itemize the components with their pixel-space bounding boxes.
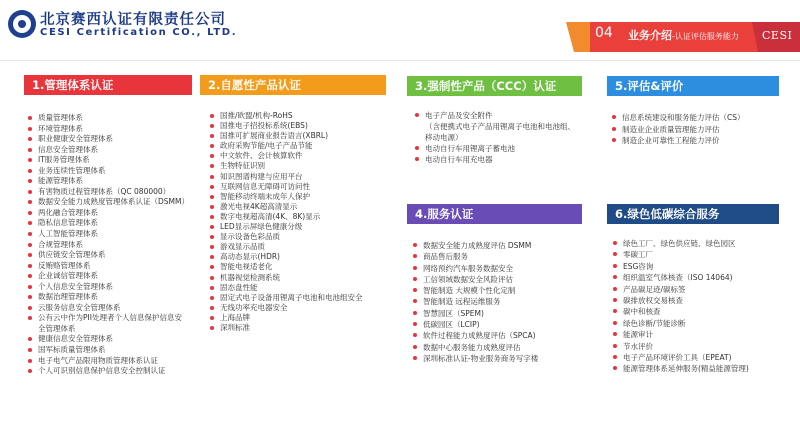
list-item: 电动自行车用充电器	[413, 154, 575, 165]
voluntary-section-title: 2.自愿性产品认证	[200, 75, 386, 95]
list-item: 数字电视超高清(4K、8K)显示	[208, 212, 363, 222]
list-item: 工信领域数据安全风险评估	[411, 274, 538, 285]
list-item: 深圳标准认证-物业服务商务写字楼	[411, 353, 538, 364]
list-item: 低碳园区（LCIP)	[411, 319, 538, 330]
list-item: 深圳标准	[208, 323, 363, 333]
list-item: 碳排放权交易核查	[611, 295, 749, 306]
list-item: 零碳工厂	[611, 249, 749, 260]
list-item: 供应链安全管理体系	[26, 250, 189, 261]
list-item: 数据安全能力成熟度评估 DSMM	[411, 240, 538, 251]
list-item: 碳中和核查	[611, 306, 749, 317]
list-item: 国军标质量管理体系	[26, 345, 189, 356]
list-item: LED显示屏绿色健康分级	[208, 222, 363, 232]
list-item: 无线功率充电器安全	[208, 303, 363, 313]
list-item: 信息安全管理体系	[26, 145, 189, 156]
list-item: 国推可扩展商业报告语言(XBRL)	[208, 131, 363, 141]
service-section-title: 4.服务认证	[407, 204, 582, 224]
list-item: 软件过程能力成熟度评估（SPCA)	[411, 330, 538, 341]
list-item: 合规管理体系	[26, 240, 189, 251]
list-item: 固定式电子设备用锂离子电池和电池组安全	[208, 293, 363, 303]
list-item: 数据安全能力成熟度管理体系认证（DSMM）	[26, 197, 189, 208]
management-section-title: 1.管理体系认证	[24, 75, 192, 95]
list-item: 激光电视4K超高清显示	[208, 202, 363, 212]
section-number: 04	[595, 25, 613, 41]
list-item: 制造企业可靠性工程能力评价	[610, 135, 745, 147]
list-item: 制造业企业质量管理能力评估	[610, 124, 745, 136]
list-item: 电子产品环境评价工具（EPEAT)	[611, 352, 749, 363]
list-item: 有害物质过程管理体系（QC 080000）	[26, 187, 189, 198]
service-list	[411, 240, 538, 364]
list-item: 业务连续性管理体系	[26, 166, 189, 177]
cesi-logo-icon	[8, 10, 36, 38]
list-item: 固态盘性能	[208, 283, 363, 293]
list-item: 公有云中作为PII处理者个人信息保护信息安	[26, 313, 189, 324]
list-item: IT服务管理体系	[26, 155, 189, 166]
list-item: 智能电视适老化	[208, 262, 363, 272]
company-name-cn: 北京赛西认证有限责任公司	[40, 12, 226, 28]
list-item: 质量管理体系	[26, 113, 189, 124]
brand-text: CESI	[762, 29, 793, 42]
evaluation-section-title: 5.评估&评价	[607, 76, 779, 96]
ccc-section-title: 3.强制性产品（CCC）认证	[407, 76, 582, 96]
list-item: 显示设备色彩品质	[208, 232, 363, 242]
header-divider	[0, 60, 800, 61]
list-item: 能源审计	[611, 329, 749, 340]
list-item: 企业诚信管理体系	[26, 271, 189, 282]
section-heading	[628, 27, 739, 43]
section-subtitle: -认证评估服务能力	[672, 32, 739, 41]
list-item: 网络预约汽车服务数据安全	[411, 263, 538, 274]
list-item: 智能制造 远程运维服务	[411, 296, 538, 307]
list-item: 环境管理体系	[26, 124, 189, 135]
list-item: 数据中心服务能力成熟度评估	[411, 342, 538, 353]
list-item: 组织温室气体核查（ISO 14064)	[611, 272, 749, 283]
list-item: 信息系统建设和服务能力评估（CS）	[610, 112, 745, 124]
list-item: 隐私信息管理体系	[26, 218, 189, 229]
list-item: 国推电子招投标系统(EBS)	[208, 121, 363, 131]
list-item: 反贿赂管理体系	[26, 261, 189, 272]
list-item: 电子电气产品限用物质管理体系认证	[26, 356, 189, 367]
evaluation-list	[610, 112, 745, 147]
list-item: 健康信息安全管理体系	[26, 334, 189, 345]
list-item: 中文软件、会计核算软件	[208, 151, 363, 161]
list-item-continuation: （含便携式电子产品用锂离子电池和电池组、	[425, 122, 575, 131]
green-list	[611, 238, 749, 375]
list-item: 上海品牌	[208, 313, 363, 323]
list-item: 绿色诊断/节能诊断	[611, 318, 749, 329]
list-item: 机器视觉检测系统	[208, 273, 363, 283]
list-item: ESG咨询	[611, 261, 749, 272]
list-item: 数据治理管理体系	[26, 292, 189, 303]
list-item: 智慧园区（SPEM)	[411, 308, 538, 319]
list-item: 云服务信息安全管理体系	[26, 303, 189, 314]
list-item: 能源管理体系延伸服务(精益能源管理)	[611, 363, 749, 374]
list-item: 互联网信息无障碍可访问性	[208, 182, 363, 192]
company-name-en: CESI Certification CO., LTD.	[40, 27, 238, 38]
list-item-continuation: 移动电源）	[425, 133, 463, 142]
list-item: 节水评价	[611, 341, 749, 352]
list-item: 游戏显示品质	[208, 242, 363, 252]
list-item: 电子产品及安全附件	[413, 110, 575, 121]
list-item: 职业健康安全管理体系	[26, 134, 189, 145]
list-item: 智能制造 大规模个性化定制	[411, 285, 538, 296]
list-item: 电动自行车用锂离子蓄电池	[413, 143, 575, 154]
list-item: 能源管理体系	[26, 176, 189, 187]
list-item: 知识图谱构建与应用平台	[208, 172, 363, 182]
green-section-title: 6.绿色低碳综合服务	[607, 204, 779, 224]
list-item: 个人可识别信息保护信息安全控制认证	[26, 366, 189, 377]
list-item: 高动态显示(HDR)	[208, 252, 363, 262]
management-list	[26, 113, 189, 377]
list-item: 智能移动终端未成年人保护	[208, 192, 363, 202]
section-title: 业务介绍	[628, 29, 672, 42]
list-item: 政府采购节能/电子产品节能	[208, 141, 363, 151]
list-item: 国推/欧盟/机构-RoHS	[208, 111, 363, 121]
list-item: 两化融合管理体系	[26, 208, 189, 219]
list-item: 生物特征识别	[208, 161, 363, 171]
voluntary-list	[208, 111, 363, 333]
list-item: 商品售后服务	[411, 251, 538, 262]
list-item-continuation: 全管理体系	[38, 323, 76, 333]
list-item: 产品碳足迹/碳标签	[611, 284, 749, 295]
list-item: 个人信息安全管理体系	[26, 282, 189, 293]
list-item: 人工智能管理体系	[26, 229, 189, 240]
list-item: 绿色工厂、绿色供应链、绿色园区	[611, 238, 749, 249]
ccc-list	[413, 110, 575, 165]
